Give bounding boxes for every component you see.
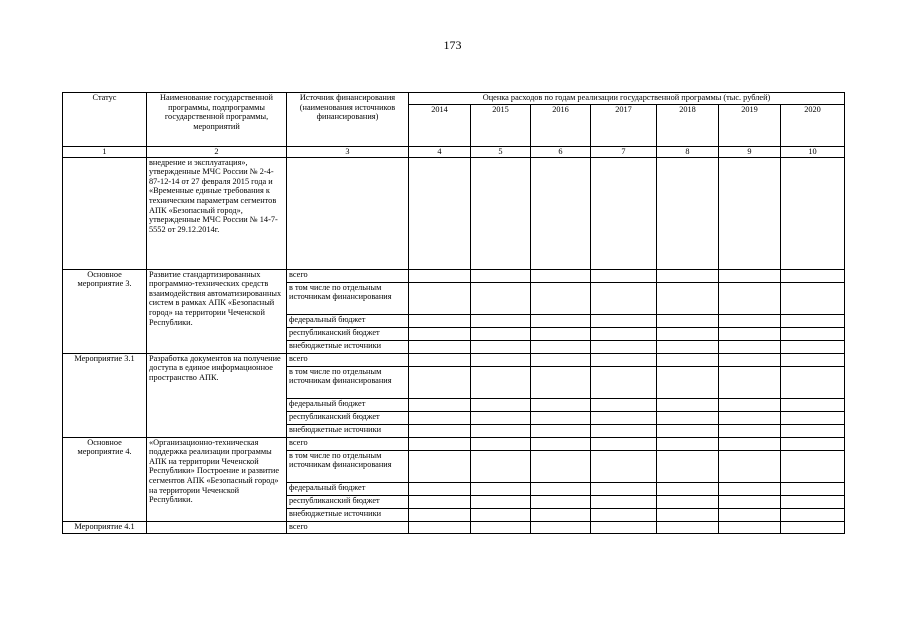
value-cell xyxy=(409,450,471,482)
value-cell xyxy=(471,508,531,521)
value-cell xyxy=(471,398,531,411)
value-cell xyxy=(719,340,781,353)
header-year: 2018 xyxy=(657,105,719,147)
value-cell xyxy=(657,495,719,508)
value-cell xyxy=(409,353,471,366)
value-cell xyxy=(409,411,471,424)
value-cell xyxy=(591,340,657,353)
value-cell xyxy=(781,327,845,340)
column-number: 5 xyxy=(471,147,531,158)
value-cell xyxy=(781,398,845,411)
value-cell xyxy=(409,521,471,533)
header-year: 2019 xyxy=(719,105,781,147)
value-cell xyxy=(471,353,531,366)
value-cell xyxy=(409,366,471,398)
value-cell xyxy=(471,495,531,508)
value-cell xyxy=(657,340,719,353)
funding-source: республиканский бюджет xyxy=(287,411,409,424)
value-cell xyxy=(657,282,719,314)
value-cell xyxy=(531,495,591,508)
value-cell xyxy=(657,411,719,424)
value-cell xyxy=(591,437,657,450)
value-cell xyxy=(719,482,781,495)
value-cell xyxy=(657,366,719,398)
value-cell xyxy=(591,495,657,508)
funding-source: внебюджетные источники xyxy=(287,508,409,521)
column-number: 6 xyxy=(531,147,591,158)
value-cell xyxy=(657,353,719,366)
value-cell xyxy=(591,521,657,533)
value-cell xyxy=(471,411,531,424)
status-cell: Основное мероприятие 4. xyxy=(63,437,147,521)
value-cell xyxy=(719,495,781,508)
column-number: 9 xyxy=(719,147,781,158)
value-cell xyxy=(531,327,591,340)
table-row xyxy=(63,353,845,366)
value-cell xyxy=(409,340,471,353)
value-cell xyxy=(471,437,531,450)
measure-name xyxy=(147,521,287,533)
funding-source: всего xyxy=(287,269,409,282)
header-year: 2014 xyxy=(409,105,471,147)
column-number: 8 xyxy=(657,147,719,158)
funding-source: в том числе по отдельным источникам финансирования xyxy=(287,282,409,314)
funding-source: республиканский бюджет xyxy=(287,495,409,508)
measure-name: Развитие стандартизированных программно-технических средств взаимодействия автоматизированных систем в рамках АПК «Безопасный город» на территории Чеченской Республики. xyxy=(147,269,287,353)
value-cell xyxy=(409,282,471,314)
value-cell xyxy=(781,508,845,521)
value-cell xyxy=(657,327,719,340)
measure-name: Разработка документов на получение доступа в единое информационное пространство АПК. xyxy=(147,353,287,437)
value-cell xyxy=(531,269,591,282)
value-cell xyxy=(409,495,471,508)
page-number: 173 xyxy=(443,38,462,52)
value-cell xyxy=(591,450,657,482)
value-cell xyxy=(531,314,591,327)
table-row xyxy=(63,269,845,282)
value-cell xyxy=(781,521,845,533)
value-cell xyxy=(471,314,531,327)
value-cell xyxy=(657,398,719,411)
value-cell xyxy=(719,521,781,533)
value-cell xyxy=(657,437,719,450)
continuation-row xyxy=(63,157,845,269)
value-cell xyxy=(719,450,781,482)
value-cell xyxy=(409,398,471,411)
value-cell xyxy=(781,437,845,450)
status-cell: Мероприятие 3.1 xyxy=(63,353,147,437)
funding-source: федеральный бюджет xyxy=(287,314,409,327)
value-cell xyxy=(781,282,845,314)
value-cell xyxy=(719,424,781,437)
value-cell xyxy=(591,424,657,437)
value-cell xyxy=(719,314,781,327)
continuation-text: внедрение и эксплуатация», утвержденные МЧС России № 2-4-87-12-14 от 27 февраля 2015 года и «Временные единые требования к техническим параметрам сегментов АПК «Безопасный город», утвержденные МЧС России № 14-7-5552 от 29.12.2014г. xyxy=(147,157,287,269)
value-cell xyxy=(591,411,657,424)
value-cell xyxy=(471,521,531,533)
value-cell xyxy=(719,327,781,340)
value-cell xyxy=(471,424,531,437)
header-status: Статус xyxy=(63,93,147,147)
header-estimate: Оценка расходов по годам реализации государственной программы (тыс. рублей) xyxy=(409,93,845,105)
column-number: 7 xyxy=(591,147,657,158)
funding-source: всего xyxy=(287,353,409,366)
value-cell xyxy=(531,282,591,314)
value-cell xyxy=(657,314,719,327)
value-cell xyxy=(657,508,719,521)
table-row xyxy=(63,437,845,450)
header-source: Источник финансирования (наименования источников финансирования) xyxy=(287,93,409,147)
budget-table xyxy=(62,92,845,534)
value-cell xyxy=(781,411,845,424)
value-cell xyxy=(531,450,591,482)
value-cell xyxy=(531,482,591,495)
value-cell xyxy=(781,450,845,482)
value-cell xyxy=(531,424,591,437)
column-number: 1 xyxy=(63,147,147,158)
funding-source: в том числе по отдельным источникам финансирования xyxy=(287,450,409,482)
value-cell xyxy=(591,508,657,521)
value-cell xyxy=(531,521,591,533)
value-cell xyxy=(657,450,719,482)
header-year: 2017 xyxy=(591,105,657,147)
funding-source: внебюджетные источники xyxy=(287,424,409,437)
value-cell xyxy=(591,269,657,282)
value-cell xyxy=(531,366,591,398)
value-cell xyxy=(471,450,531,482)
funding-source: республиканский бюджет xyxy=(287,327,409,340)
status-cell xyxy=(63,157,147,269)
value-cell xyxy=(719,398,781,411)
value-cell xyxy=(591,353,657,366)
funding-source: внебюджетные источники xyxy=(287,340,409,353)
status-cell: Основное мероприятие 3. xyxy=(63,269,147,353)
value-cell xyxy=(531,411,591,424)
value-cell xyxy=(531,398,591,411)
header-year: 2015 xyxy=(471,105,531,147)
header-name: Наименование государственной программы, подпрограммы государственной программы, мероприятий xyxy=(147,93,287,147)
value-cell xyxy=(409,424,471,437)
value-cell xyxy=(531,508,591,521)
value-cell xyxy=(781,366,845,398)
value-cell xyxy=(471,482,531,495)
value-cell xyxy=(409,314,471,327)
column-number: 10 xyxy=(781,147,845,158)
value-cell xyxy=(409,508,471,521)
funding-source: федеральный бюджет xyxy=(287,482,409,495)
value-cell xyxy=(781,340,845,353)
value-cell xyxy=(781,424,845,437)
funding-source: федеральный бюджет xyxy=(287,398,409,411)
value-cell xyxy=(591,314,657,327)
funding-source: всего xyxy=(287,521,409,533)
value-cell xyxy=(719,366,781,398)
value-cell xyxy=(409,327,471,340)
header-year: 2016 xyxy=(531,105,591,147)
value-cell xyxy=(781,353,845,366)
value-cell xyxy=(657,482,719,495)
value-cell xyxy=(591,282,657,314)
table-row xyxy=(63,521,845,533)
column-number: 4 xyxy=(409,147,471,158)
value-cell xyxy=(531,340,591,353)
value-cell xyxy=(781,269,845,282)
value-cell xyxy=(657,269,719,282)
value-cell xyxy=(591,327,657,340)
value-cell xyxy=(471,282,531,314)
value-cell xyxy=(531,353,591,366)
value-cell xyxy=(409,482,471,495)
value-cell xyxy=(471,269,531,282)
value-cell xyxy=(591,482,657,495)
value-cell xyxy=(719,411,781,424)
value-cell xyxy=(409,437,471,450)
value-cell xyxy=(471,366,531,398)
funding-source: всего xyxy=(287,437,409,450)
value-cell xyxy=(531,437,591,450)
value-cell xyxy=(471,340,531,353)
status-cell: Мероприятие 4.1 xyxy=(63,521,147,533)
value-cell xyxy=(719,282,781,314)
value-cell xyxy=(471,327,531,340)
funding-source: в том числе по отдельным источникам финансирования xyxy=(287,366,409,398)
value-cell xyxy=(719,508,781,521)
value-cell xyxy=(409,269,471,282)
header-year: 2020 xyxy=(781,105,845,147)
value-cell xyxy=(781,495,845,508)
value-cell xyxy=(657,521,719,533)
value-cell xyxy=(657,424,719,437)
value-cell xyxy=(719,269,781,282)
value-cell xyxy=(591,366,657,398)
column-number: 2 xyxy=(147,147,287,158)
value-cell xyxy=(781,314,845,327)
column-number-row xyxy=(63,147,845,158)
value-cell xyxy=(781,482,845,495)
measure-name: «Организационно-техническая поддержка реализации программы АПК на территории Чеченской Республики» Построение и развитие сегментов АПК «Безопасный город» на территории Чеченской Республики. xyxy=(147,437,287,521)
value-cell xyxy=(719,353,781,366)
value-cell xyxy=(591,398,657,411)
value-cell xyxy=(719,437,781,450)
column-number: 3 xyxy=(287,147,409,158)
